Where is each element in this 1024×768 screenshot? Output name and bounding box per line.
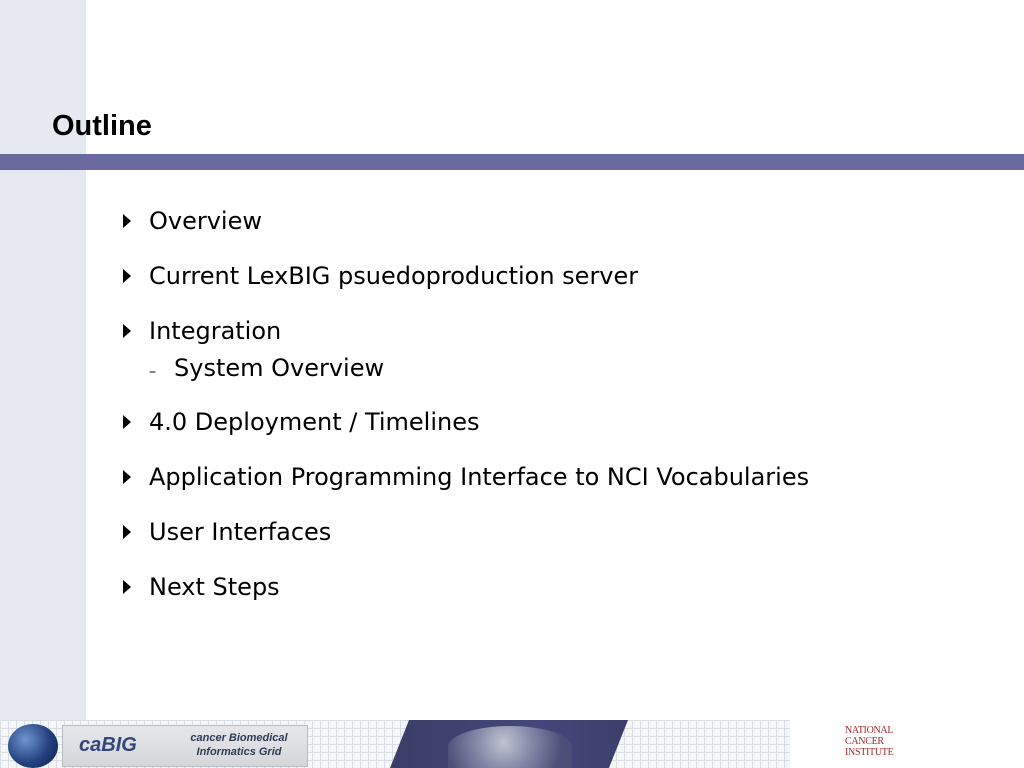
bullet-text: Application Programming Interface to NCI Vocabularies bbox=[149, 463, 810, 491]
right-triangle-icon bbox=[123, 269, 131, 283]
cabig-logo-tagline bbox=[175, 731, 303, 759]
right-triangle-icon bbox=[123, 580, 131, 594]
right-triangle-icon bbox=[123, 470, 131, 484]
nci-logo bbox=[845, 725, 905, 761]
nci-logo-line: INSTITUTE bbox=[845, 747, 894, 758]
cabig-logo-word: caBIG bbox=[79, 734, 137, 756]
cabig-tagline-line1: cancer Biomedical bbox=[190, 732, 288, 744]
sub-bullet-list bbox=[149, 351, 809, 385]
sub-bullet-item-system-overview bbox=[149, 351, 809, 385]
right-triangle-icon bbox=[123, 415, 131, 429]
nci-logo-line: CANCER bbox=[845, 736, 884, 747]
cabig-tagline-line2: Informatics Grid bbox=[196, 746, 282, 758]
bullet-text: Overview bbox=[149, 207, 262, 235]
bullet-item-current-server bbox=[120, 258, 809, 294]
cabig-logo bbox=[62, 725, 308, 767]
slide-title: Outline bbox=[52, 110, 152, 142]
bullet-text: Integration bbox=[149, 317, 282, 345]
bullet-text: 4.0 Deployment / Timelines bbox=[149, 408, 480, 436]
slide-footer bbox=[0, 720, 1024, 768]
bullet-item-api bbox=[120, 459, 809, 495]
bullet-item-user-interfaces bbox=[120, 514, 809, 550]
right-triangle-icon bbox=[123, 525, 131, 539]
bullet-item-deployment bbox=[120, 404, 809, 440]
globe-icon bbox=[8, 724, 58, 768]
bullet-text: Next Steps bbox=[149, 573, 280, 601]
right-triangle-icon bbox=[123, 324, 131, 338]
bullet-item-integration bbox=[120, 313, 809, 385]
bullet-text: User Interfaces bbox=[149, 518, 332, 546]
dash-icon: – bbox=[149, 364, 156, 380]
title-divider-bar bbox=[0, 154, 1024, 170]
bullet-item-next-steps bbox=[120, 569, 809, 605]
bullet-text: Current LexBIG psuedoproduction server bbox=[149, 262, 639, 290]
nci-logo-line: NATIONAL bbox=[845, 725, 894, 736]
sub-bullet-text: System Overview bbox=[174, 354, 385, 382]
bullet-item-overview bbox=[120, 203, 809, 239]
footer-globe-image bbox=[448, 726, 572, 768]
right-triangle-icon bbox=[123, 214, 131, 228]
bullet-list bbox=[120, 203, 809, 624]
